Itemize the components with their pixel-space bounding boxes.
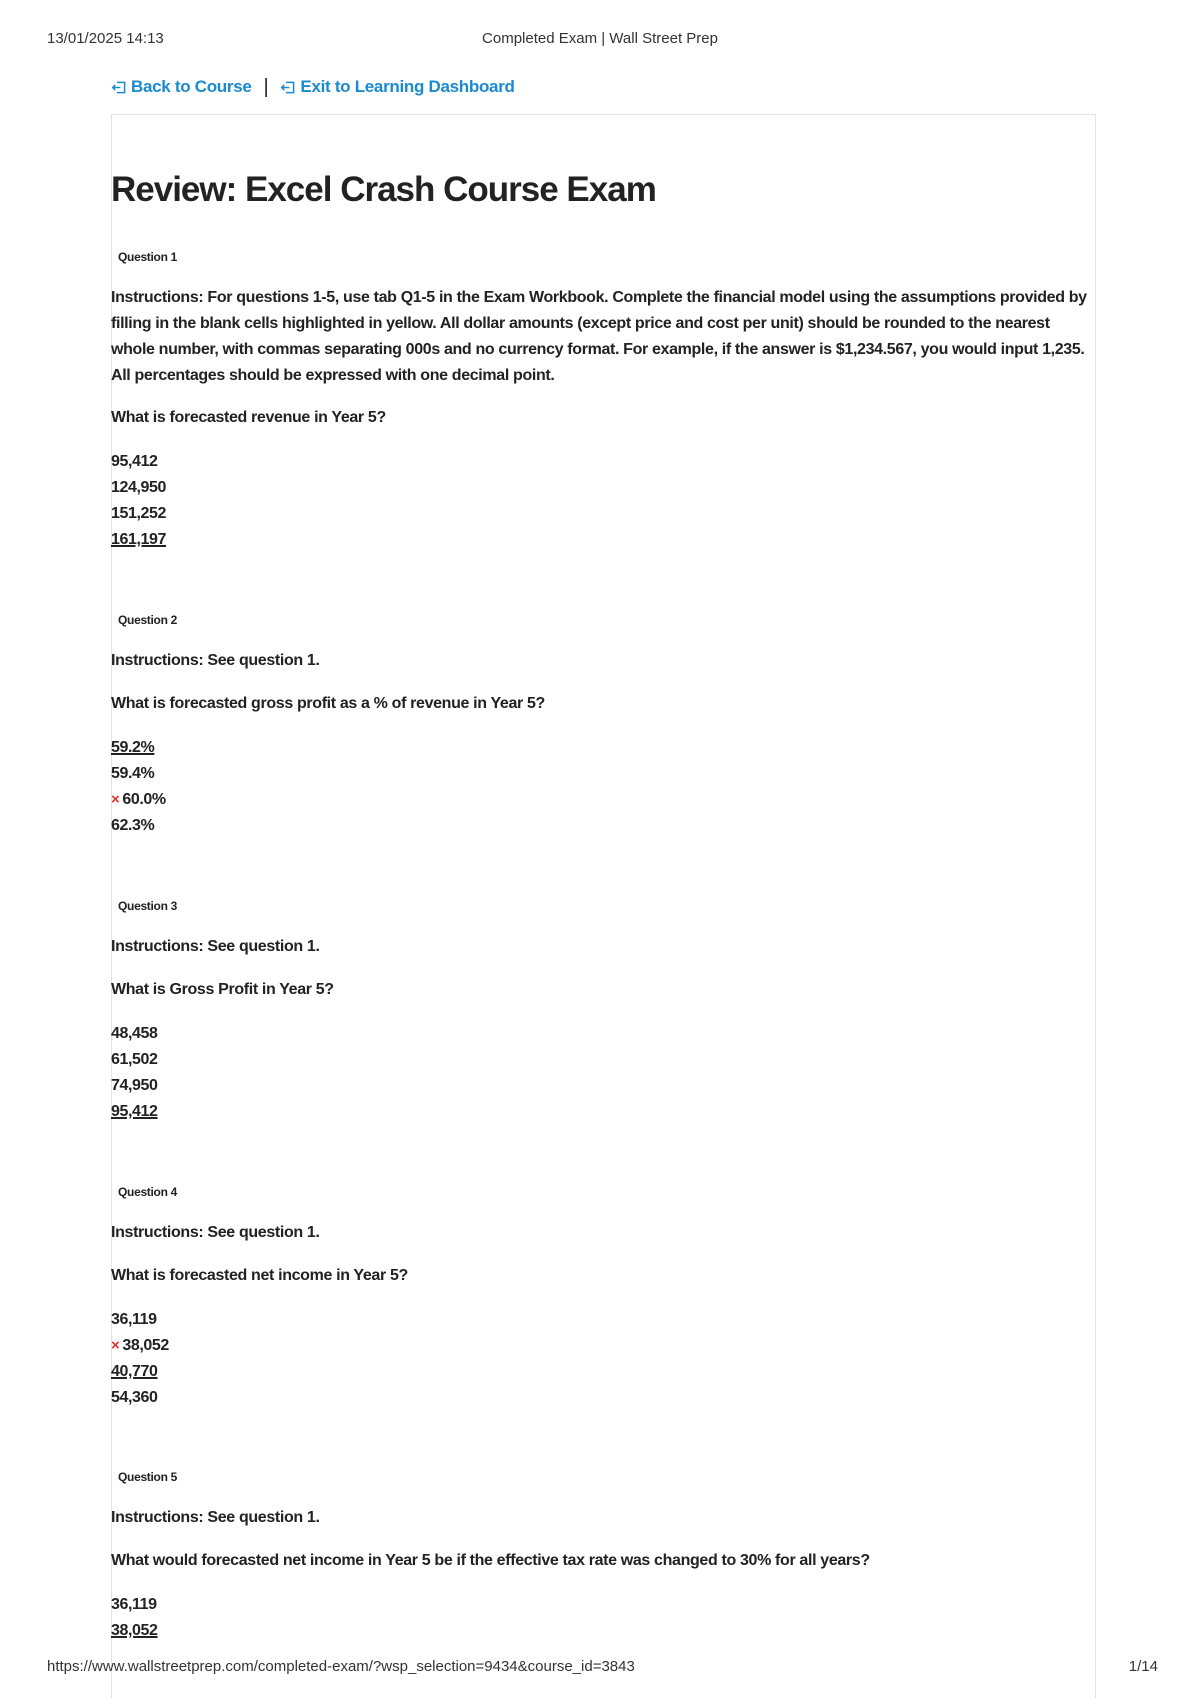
question-prompt: What is forecasted gross profit as a % of revenue in Year 5? <box>111 695 545 712</box>
answer-text: 124,950 <box>111 479 167 496</box>
answer-text: 54,360 <box>111 1389 158 1406</box>
answer-text: 38,052 <box>122 1337 169 1354</box>
answer-option <box>111 1592 158 1618</box>
exit-to-dashboard-label: Exit to Learning Dashboard <box>300 77 515 96</box>
question-instructions: Instructions: See question 1. <box>111 652 320 669</box>
answer-list <box>111 735 166 839</box>
answer-text: 36,119 <box>111 1596 157 1613</box>
question-instructions: Instructions: See question 1. <box>111 938 320 955</box>
question-label: Question 3 <box>118 899 178 913</box>
answer-text: 161,197 <box>111 531 167 548</box>
answer-list <box>111 1307 169 1411</box>
question-instructions: Instructions: See question 1. <box>111 1224 320 1241</box>
answer-option <box>111 1047 158 1073</box>
question-prompt: What is forecasted revenue in Year 5? <box>111 409 386 426</box>
question-instructions: Instructions: See question 1. <box>111 1509 320 1526</box>
question-prompt: What is Gross Profit in Year 5? <box>111 981 334 998</box>
answer-text: 38,052 <box>111 1622 158 1639</box>
print-header <box>0 30 1200 50</box>
x-mark-icon: × <box>111 1337 120 1354</box>
question-label: Question 2 <box>118 613 178 627</box>
answer-option-correct <box>111 1618 158 1644</box>
answer-option <box>111 1385 169 1411</box>
question-prompt: What is forecasted net income in Year 5? <box>111 1267 408 1284</box>
answer-text: 62.3% <box>111 817 155 834</box>
answer-list <box>111 1592 158 1644</box>
answer-option <box>111 813 166 839</box>
exit-arrow-icon <box>280 79 297 96</box>
print-page-title: Completed Exam | Wall Street Prep <box>482 30 718 47</box>
answer-option-correct <box>111 527 166 553</box>
exam-title: Review: Excel Crash Course Exam <box>111 170 656 209</box>
back-to-course-label: Back to Course <box>131 77 252 96</box>
answer-option <box>111 475 166 501</box>
question-prompt: What would forecasted net income in Year 5 be if the effective tax rate was changed to 30% for all years? <box>111 1552 870 1569</box>
answer-option-correct <box>111 735 166 761</box>
answer-list <box>111 449 166 553</box>
question-label: Question 5 <box>118 1470 178 1484</box>
answer-text: 95,412 <box>111 453 158 470</box>
answer-option <box>111 1307 169 1333</box>
answer-option <box>111 501 166 527</box>
answer-text: 95,412 <box>111 1103 158 1120</box>
answer-text: 61,502 <box>111 1051 158 1068</box>
answer-text: 60.0% <box>122 791 166 808</box>
nav-separator: | <box>263 75 269 98</box>
print-page-number: 1/14 <box>1128 1658 1158 1675</box>
answer-option-correct <box>111 1359 169 1385</box>
answer-option-wrong-pick <box>111 1333 169 1359</box>
answer-text: 40,770 <box>111 1363 158 1380</box>
answer-text: 151,252 <box>111 505 167 522</box>
answer-text: 74,950 <box>111 1077 158 1094</box>
print-url: https://www.wallstreetprep.com/completed-exam/?wsp_selection=9434&course_id=3843 <box>47 1658 635 1675</box>
answer-text: 59.2% <box>111 739 155 756</box>
question-instructions: Instructions: For questions 1-5, use tab Q1-5 in the Exam Workbook. Complete the financial model using the assumptions provided by filling in the blank cells highlighted in yellow. All dollar amounts (except price and cost per unit) should be rounded to the nearest whole number, with commas separating 000s and no currency format. For example, if the answer is $1,234.567, you would input 1,235. All percentages should be expressed with one decimal point. <box>111 289 1087 384</box>
exit-arrow-icon <box>111 79 128 96</box>
answer-text: 59.4% <box>111 765 155 782</box>
x-mark-icon: × <box>111 791 120 808</box>
answer-text: 36,119 <box>111 1311 157 1328</box>
question-label: Question 4 <box>118 1185 178 1199</box>
answer-option <box>111 1073 158 1099</box>
course-nav <box>111 75 515 99</box>
answer-text: 48,458 <box>111 1025 158 1042</box>
answer-option <box>111 1021 158 1047</box>
answer-option-correct <box>111 1099 158 1125</box>
answer-option <box>111 449 166 475</box>
print-datetime: 13/01/2025 14:13 <box>47 30 164 47</box>
question-label: Question 1 <box>118 250 178 264</box>
print-footer <box>0 1658 1200 1678</box>
back-to-course-link[interactable] <box>111 77 252 97</box>
answer-list <box>111 1021 158 1125</box>
exit-to-dashboard-link[interactable] <box>280 77 514 97</box>
answer-option-wrong-pick <box>111 787 166 813</box>
answer-option <box>111 761 166 787</box>
